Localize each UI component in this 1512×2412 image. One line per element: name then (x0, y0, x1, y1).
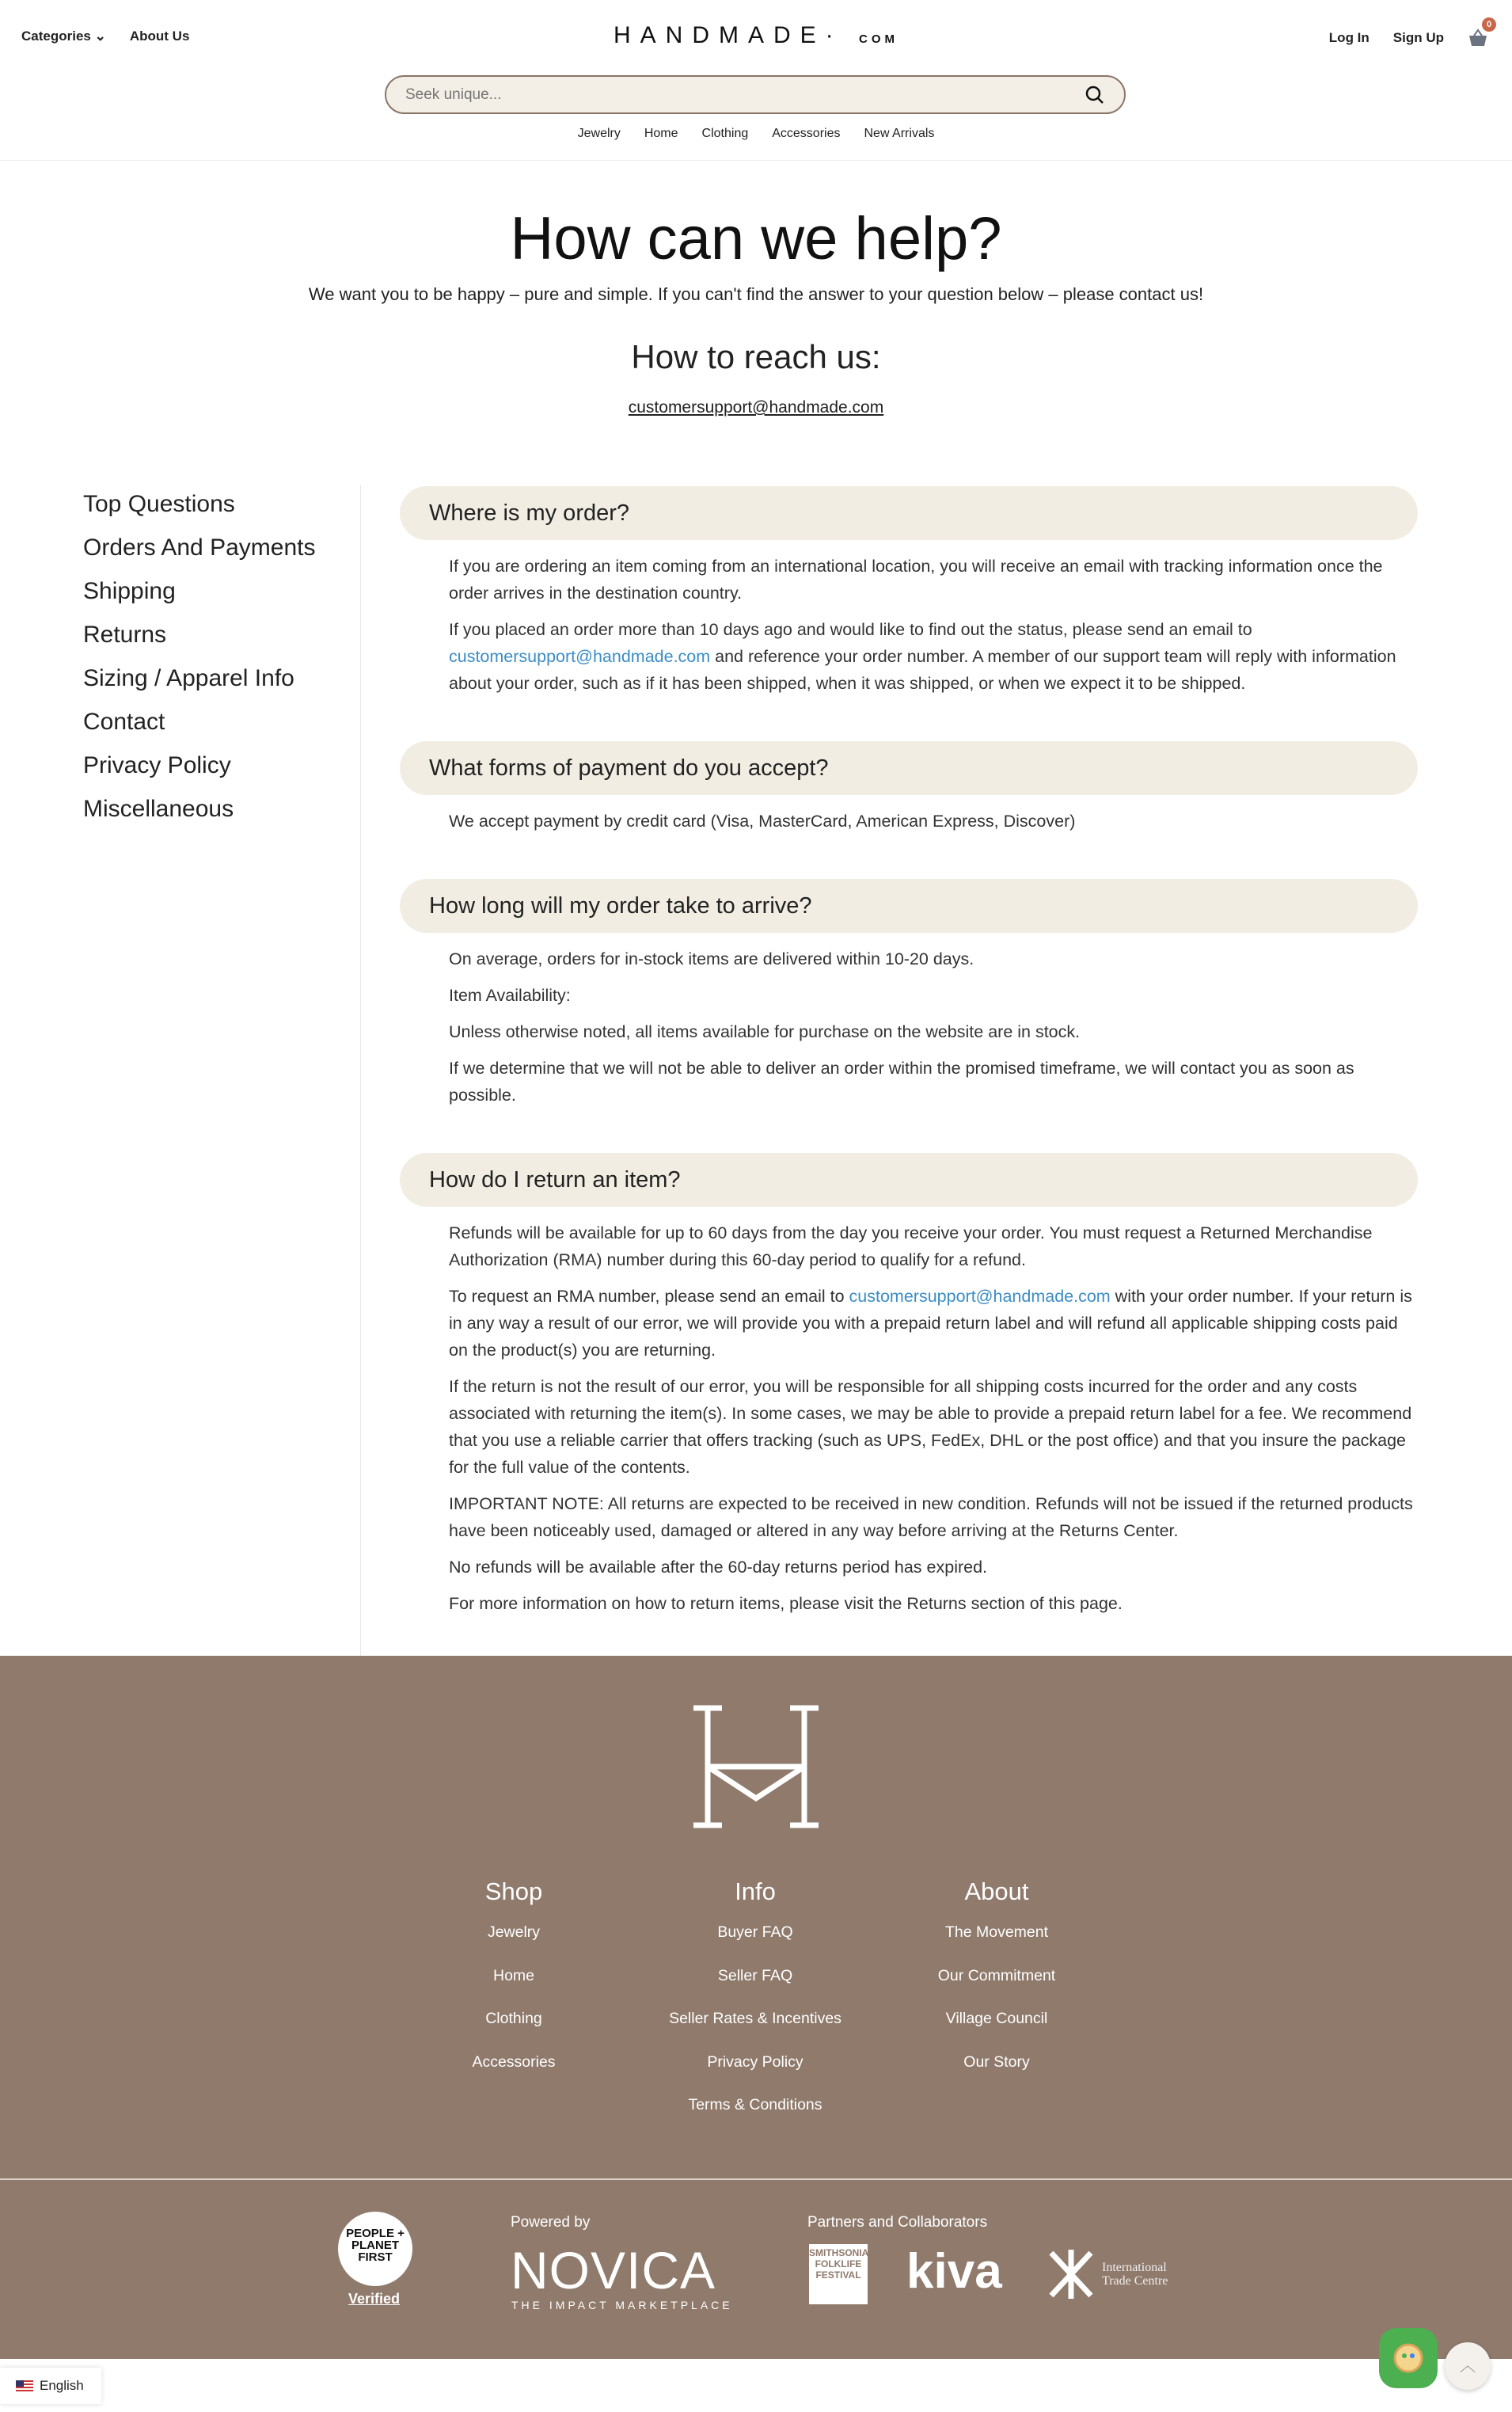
categories-menu[interactable]: Categories ⌄ (21, 29, 106, 44)
nav-accessories[interactable]: Accessories (772, 127, 841, 140)
footer-col-about (870, 1877, 1123, 2096)
footer-link[interactable]: Seller FAQ (717, 1966, 793, 1984)
footer-link[interactable]: The Movement (944, 1923, 1049, 1941)
search-bar (385, 75, 1126, 114)
answer-paragraph: Item Availability: (449, 986, 571, 1005)
sidebar-item-shipping[interactable]: Shipping (83, 578, 176, 604)
nav-clothing[interactable]: Clothing (701, 127, 749, 140)
faq-section (400, 741, 1418, 835)
faq-section (400, 879, 1418, 1109)
answer-paragraph: If we determine that we will not be able to deliver an order within the promised timeframe, we will contact you as soon as possible. (449, 1059, 1354, 1105)
footer-col-info (629, 1877, 882, 2140)
cart-count-badge: 0 (1482, 17, 1496, 32)
answer-paragraph: On average, orders for in-stock items are delivered within 10-20 days. (449, 949, 974, 968)
scroll-to-top-button[interactable] (1445, 2342, 1491, 2390)
footer-col-title: About (964, 1877, 1029, 1905)
footer-link[interactable]: Home (492, 1966, 535, 1984)
signup-link[interactable]: Sign Up (1392, 30, 1444, 45)
help-hero (0, 204, 1512, 417)
site-logo[interactable]: HANDMADE· COM (613, 22, 899, 48)
verified-link[interactable]: Verified (348, 2291, 401, 2307)
footer-col-shop (387, 1877, 640, 2096)
chevron-up-icon: ︿ (1460, 2357, 1476, 2375)
login-link[interactable]: Log In (1328, 30, 1370, 45)
chat-bot-icon (1392, 2342, 1424, 2374)
novica-logo[interactable]: NOVICA (511, 2241, 716, 2300)
footer-col-title: Info (735, 1877, 776, 1905)
smithsonian-logo[interactable]: SMITHSONIAN FOLKLIFE FESTIVAL (809, 2244, 868, 2304)
faq-question[interactable]: Where is my order? (400, 486, 1418, 540)
answer-paragraph: Unless otherwise noted, all items available for purchase on the website are in stock. (449, 1022, 1081, 1041)
nav-jewelry[interactable]: Jewelry (577, 127, 621, 140)
answer-paragraph: Refunds will be available for up to 60 days from the day you receive your order. You must request a Returned Merchandise Authorization (RMA) number during this 60-day period to qualify for a refund. (449, 1223, 1373, 1269)
answer-paragraph: No refunds will be available after the 60-day returns period has expired. (449, 1558, 988, 1577)
handmade-h-logo (690, 1705, 822, 1828)
answer-paragraph: If you placed an order more than 10 days ago and would like to find out the status, please send an email to customersupport@handmade.com and reference your order number. A member of our support team will reply with information about your order, such as if it has been shipped, when it was shipped, or when we expect it to be shipped. (449, 620, 1396, 693)
faq-answer (400, 795, 1418, 835)
about-us-link[interactable]: About Us (129, 29, 190, 44)
nav-home[interactable]: Home (644, 127, 678, 140)
partners-label: Partners and Collaborators (807, 2214, 988, 2231)
answer-paragraph: To request an RMA number, please send an email to customersupport@handmade.com with your order number. If your return is in any way a result of our error, we will provide you with a prepaid return label and will refund all applicable shipping costs paid on the product(s) you are returning. (449, 1287, 1412, 1360)
faq-sidebar (83, 491, 315, 839)
support-email-link[interactable]: customersupport@handmade.com (449, 647, 711, 666)
faq-question[interactable]: What forms of payment do you accept? (400, 741, 1418, 795)
language-selector[interactable]: English (0, 2368, 101, 2404)
category-nav (0, 127, 1512, 141)
answer-paragraph: We accept payment by credit card (Visa, MasterCard, American Express, Discover) (449, 812, 1076, 831)
support-email-link[interactable]: customersupport@handmade.com (628, 398, 884, 417)
people-planet-first-badge[interactable]: PEOPLE + PLANET FIRST (338, 2212, 412, 2286)
sidebar-item-privacy[interactable]: Privacy Policy (83, 752, 231, 778)
cart-button[interactable] (1468, 20, 1492, 48)
footer-link[interactable]: Seller Rates & Incentives (669, 2010, 841, 2027)
faq-question[interactable]: How do I return an item? (400, 1153, 1418, 1207)
us-flag-icon (16, 2380, 33, 2391)
basket-icon (1468, 29, 1488, 48)
faq-section (400, 1153, 1418, 1617)
sidebar-item-top-questions[interactable]: Top Questions (83, 491, 235, 517)
answer-paragraph: If you are ordering an item coming from an international location, you will receive an email with tracking information once the order arrives in the destination country. (449, 557, 1383, 603)
footer-link[interactable]: Our Commitment (937, 1966, 1056, 1984)
powered-by-label: Powered by (511, 2214, 591, 2231)
itc-logo[interactable]: International Trade Centre (1047, 2248, 1177, 2300)
sidebar-divider (360, 485, 361, 1656)
itc-mark-icon (1047, 2248, 1096, 2300)
faq-answer (400, 933, 1418, 1109)
search-icon[interactable] (1085, 85, 1105, 105)
footer-col-title: Shop (484, 1877, 543, 1905)
footer-link[interactable]: Terms & Conditions (688, 2096, 822, 2113)
footer-divider (0, 2178, 1512, 2180)
sidebar-item-contact[interactable]: Contact (83, 709, 165, 735)
search-input[interactable] (405, 86, 1085, 104)
support-email-link[interactable]: customersupport@handmade.com (849, 1287, 1111, 1306)
footer-link[interactable]: Clothing (485, 2010, 542, 2027)
answer-paragraph: For more information on how to return items, please visit the Returns section of this page. (449, 1594, 1123, 1613)
faq-content (400, 486, 1418, 1661)
footer-link[interactable]: Buyer FAQ (717, 1923, 793, 1941)
sidebar-item-sizing[interactable]: Sizing / Apparel Info (83, 665, 294, 691)
faq-question[interactable]: How long will my order take to arrive? (400, 879, 1418, 933)
novica-tagline: THE IMPACT MARKETPLACE (511, 2299, 733, 2311)
nav-new-arrivals[interactable]: New Arrivals (864, 127, 935, 140)
answer-paragraph: IMPORTANT NOTE: All returns are expected to be received in new condition. Refunds will not be issued if the returned products have been noticeably used, damaged or altered in any way before arriving at the Returns Center. (449, 1494, 1413, 1540)
footer-link[interactable]: Privacy Policy (707, 2052, 803, 2071)
site-header (0, 0, 1512, 161)
chat-widget-button[interactable] (1379, 2328, 1438, 2388)
sidebar-item-returns[interactable]: Returns (83, 622, 167, 648)
reach-heading: How to reach us: (631, 338, 881, 375)
footer-link[interactable]: Jewelry (487, 1923, 541, 1941)
kiva-logo[interactable]: kiva (906, 2244, 1002, 2299)
chevron-down-icon: ⌄ (94, 29, 106, 44)
answer-paragraph: If the return is not the result of our error, you will be responsible for all shipping costs incurred for the order and any costs associated with returning the item(s). In some cases, we may be able to provide a prepaid return label for a fee. We recommend that you use a reliable carrier that offers tracking (such as UPS, FedEx, DHL or the post office) and that you insure the package for the full value of the contents. (449, 1377, 1412, 1477)
faq-answer (400, 540, 1418, 697)
page-subtitle: We want you to be happy – pure and simple. If you can't find the answer to your question below – please contact us! (308, 284, 1204, 304)
site-footer (0, 1656, 1512, 2359)
footer-link[interactable]: Accessories (472, 2052, 556, 2071)
faq-answer (400, 1207, 1418, 1617)
faq-section (400, 486, 1418, 697)
page-title: How can we help? (510, 205, 1002, 272)
sidebar-item-misc[interactable]: Miscellaneous (83, 796, 234, 822)
sidebar-item-orders-payments[interactable]: Orders And Payments (83, 535, 316, 561)
footer-link[interactable]: Village Council (945, 2010, 1048, 2027)
footer-link[interactable]: Our Story (963, 2052, 1030, 2071)
